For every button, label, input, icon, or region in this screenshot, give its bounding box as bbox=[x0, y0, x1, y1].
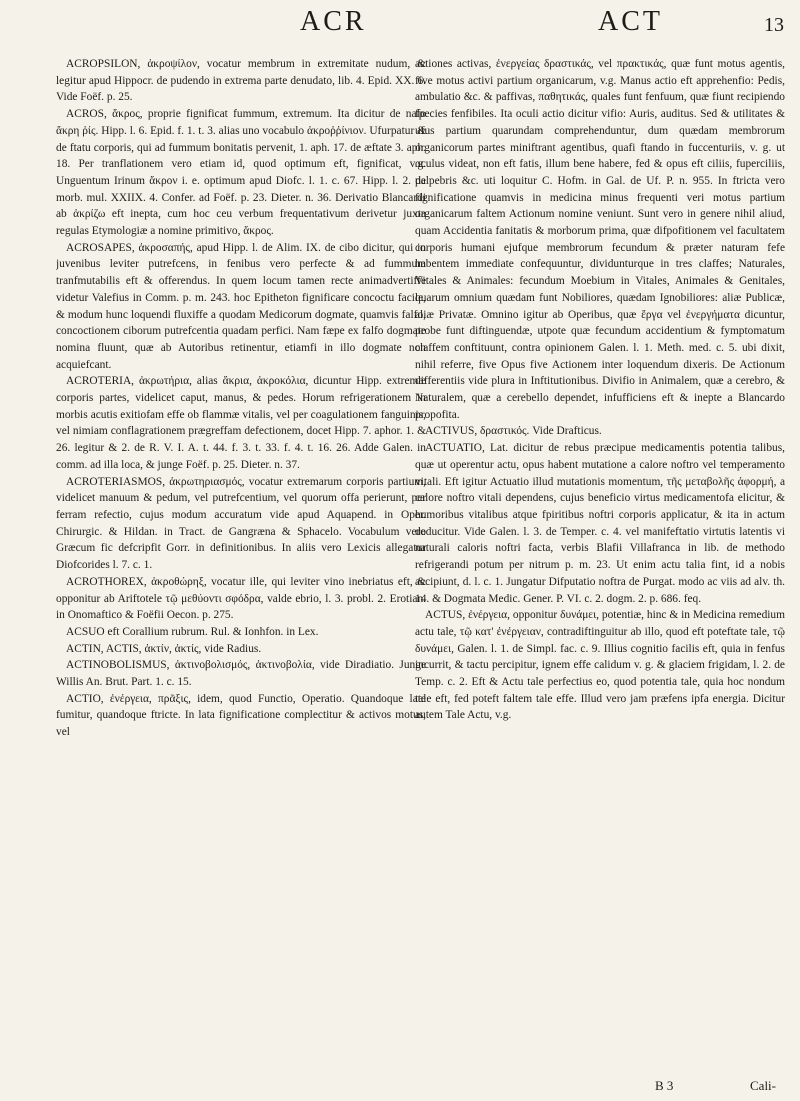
entry-activus: ACTIVUS, δραστικός. Vide Drafticus. bbox=[425, 425, 602, 438]
entry-actinobolismus: ACTINOBOLISMUS, ἀκτινοβολισμός, ἀκτινοβολία, vide Diradiatio. Junge Willis An. Brut. Part. 1. c. 15. bbox=[56, 659, 426, 689]
signature-mark: B 3 bbox=[655, 1078, 674, 1093]
entry-actus: ACTUS, ἐνέργεια, opponitur δυνάμει, potentiæ, hinc & in Medicina remedium actu tale, τῷ κατ' ἐνέργειαν, contradiftinguitur ab illo, quod eft poteftate tale, τῷ δυνάμει, Galen. l. 1. de Simpl. fac. c. 9. Illius cognitio facilis eft, quia in fenfus incurrit, & tactu percipitur, ignem effe calidum v. g. & glaciem frigidam, l. 2. de Temp. c. 2. Eft & Actu tale perfectius eo, quod potentia tale, quia hoc nondum tale eft, fed poteft faltem tale effe. Illud vero jam præfens ipfa energia. Dicitur autem Tale Actu, v.g. bbox=[415, 609, 785, 722]
left-column bbox=[56, 56, 426, 1096]
entry-acroteria: ACROTERIA, ἀκρωτήρια, alias ἄκρια, ἀκροκόλια, dicuntur Hipp. extremæ corporis partes, videlicet caput, manus, & pedes. Horum refrigerationem in morbis acutis exitiofam effe ob flammæ vitalis, vel per coagulationem fanguinis, vel nimiam conflagrationem prægreffam defectionem, docet Hipp. 7. aphor. 1. & 26. legitur & 2. de R. V. I. A. t. 44. f. 3. t. 33. f. 4. t. 16. 26. Adde Galen. in comm. ad illa loca, & junge Foëf. p. 25. Dieter. n. 37. bbox=[56, 375, 426, 471]
running-head-left: ACR bbox=[300, 6, 367, 37]
entry-acsuo: ACSUO eft Corallium rubrum. Rul. & Ionhfon. in Lex. bbox=[66, 625, 319, 638]
entry-actin: ACTIN, ACTIS, ἀκτίν, ἀκτίς, vide Radius. bbox=[66, 642, 262, 655]
entry-acropsilon: ACROPSILON, ἀκροψίλον, vocatur membrum in extremitate nudum, & legitur apud Hippocr. de pudendo in extrema parte denudato, lib. 4. Epid. XX. 6. Vide Foëf. p. 25. bbox=[56, 58, 426, 104]
right-column bbox=[415, 56, 785, 1096]
entry-acrothorex: ACROTHOREX, ἀκροθώρηξ, vocatur ille, qui leviter vino inebriatus eft, & opponitur ab Ariftotele τῷ μεθύοντι σφόδρα, valde ebrio, l. 3. probl. 2. Erotian. in Onomaftico & Foëfii Oecon. p. 275. bbox=[56, 575, 426, 622]
entry-acros: ACROS, ἄκρος, proprie fignificat fummum, extremum. Ita dicitur de nafo ἄκρη ῥίς. Hipp. l. 6. Epid. f. 1. t. 3. alias uno vocabulo ἀκροῤῥίνιον. Ufurpatur & de ftatu corporis, qui ad fummum bonitatis pervenit, 1. aph. 17. de æftate 3. aph. 18. Per tranflationem vero etiam id, quod optimum eft, fignificat, v.g. Unguentum Irinum ἄκρον i. e. optimum apud Diofc. l. 1. c. 67. Hipp. l. 2. de morb. mul. XXIIX. 4. Confer. ad Foëf. p. 23. Dieter. n. 36. Derivatio Blancardi ab ἀκρίζω eft inepta, cum hoc ceu verbum frequentativum derivetur juxta regulas Etymologiæ a nomine primitivo, ἄκρος. bbox=[56, 108, 426, 238]
running-head-right: ACT bbox=[598, 6, 663, 37]
catchword: Cali- bbox=[750, 1078, 776, 1093]
page-number: 13 bbox=[764, 14, 784, 36]
entry-actio: ACTIO, ἐνέργεια, πρᾶξις, idem, quod Functio, Operatio. Quandoque late fumitur, quandoque ftricte. In lata fignificatione complectitur & activos motus, vel bbox=[56, 692, 426, 739]
entry-acrosapes: ACROSAPES, ἀκροσαπής, apud Hipp. l. de Alim. IX. de cibo dicitur, qui in juvenibus leviter putrefcens, in fenibus vero perfecte & ad fummum tranfmutabilis eft & offerendus. In quem locum tamen recte animadvertiffe videtur Valefius in Comm. p. m. 243. hoc Epitheton fignificare concoctu facile, & modum hunc loquendi fluxiffe a quodam Medicorum dogmate, quamvis falfo, concoctionem ciborum putrefcentia quadam perfici. Nam fæpe ex falfo dogmate nomina fluunt, quæ ab Autoribus retinentur, etiamfi in illo dogmate non acquiefcant. bbox=[56, 241, 426, 371]
entry-acroteriasmos: ACROTERIASMOS, ἀκρωτηριασμός, vocatur extremarum corporis partium, videlicet manuum & pedum, vel putrefcentium, vel quorum offa perierunt, per ferram refectio, cujus modum accuratum vide apud Aquapend. in Oper. Chirurgic. & Hildan. in Tract. de Gangræna & Sphacelo. Vocabulum vero Græcum fic defcripfit Gorr. in definitionibus. In aliis vero Lexicis allegatur Diofcorides l. 7. c. 1. bbox=[56, 475, 426, 572]
entry-actuatio: ACTUATIO, Lat. dicitur de rebus præcipue medicamentis potentia talibus, quæ ut operentur actu, opus habent mutatione a calore noftro vel temperamento vitali. Eft igitur Actuatio illud mutationis momentum, τῆς μεταβολῆς ἀφορμή, a calore noftro vitali dependens, cujus beneficio virtus medicamentofa elicitur, & humoribus vitalibus atque fpiritibus noftri corporis applicatur, & ita in actum deducitur. Vide Galen. l. 3. de Temper. c. 4. vel manifeftatio virtutis latentis vi naturali caloris noftri facta, verbis Blafii Villafranca in lib. de methodo refrigerandi potum per nitrum p. m. 23. Ut enim actu talia fint, id a nobis accipiunt, d. l. c. 1. Jungatur Difputatio noftra de Purgat. modo ac viis ad alv. th. 14. & Dogmata Medic. Gener. P. VI. c. 2. dogm. 2. p. 686. feq. bbox=[415, 442, 785, 605]
entry-actio-continued: actiones activas, ἐνεργείας δραστικάς, vel πρακτικάς, quæ funt motus agentis, five motus activi partium organicarum, v.g. Manus actio eft apprehenfio: Pedis, ambulatio &c. & paffivas, παθητικάς, quales funt fenfuum, quæ fiunt recipiendo fpecies fenfibiles. Ita oculi actio dicitur vifio: Auris, auditus. Sed & utilitates & ufus partium quarundam comprehenduntur, dum quædam membrorum organicorum partes miniftrant agentibus, quafi ftando in fuccenturiis, v. g. ut oculus videat, non eft fatis, illum bene habere, fed & opus eft ciliis, fuperciliis, palpebris &c. uti loquitur C. Hofm. in Gal. de Uf. P. n. 955. In ftricta vero fignificatione quamvis in medicina minus frequenti veri motus partium organicarum faltem Actionum nomine veniunt. Sunt vero in genere nihil aliud, quam Accidentia fanitatis & morborum prima, quæ difpofitionem vel facultatem corporis humani ejufque membrorum fecundum & præter naturam fefe habentem immediate confequuntur, dividunturque in tres claffes; Naturales, Vitales & Animales: fecundum Moebium in Vitales, Animales & Genitales, quarum omnium quædam funt Nobiliores, quædam Ignobiliores: aliæ Publicæ, aliæ Privatæ. Omnino igitur ab Operibus, quæ ἔργα vel ἐνεργήματα dicuntur, probe funt diftinguendæ, utpote quæ fecundum accidentium & fymptomatum claffem conftituunt, contra opinionem Galen. l. 1. Meth. med. c. 5. ubi dixit, nihil referre, five Opus five Actionem inter loquendum dixeris. De Actionum differentiis vide plura in Inftitutionibus. Divifio in Animalem, quæ a cerebro, & Naturalem, quæ a cerebello dependet, infufficiens eft & inepte a Blancardo propofita. bbox=[415, 58, 785, 421]
